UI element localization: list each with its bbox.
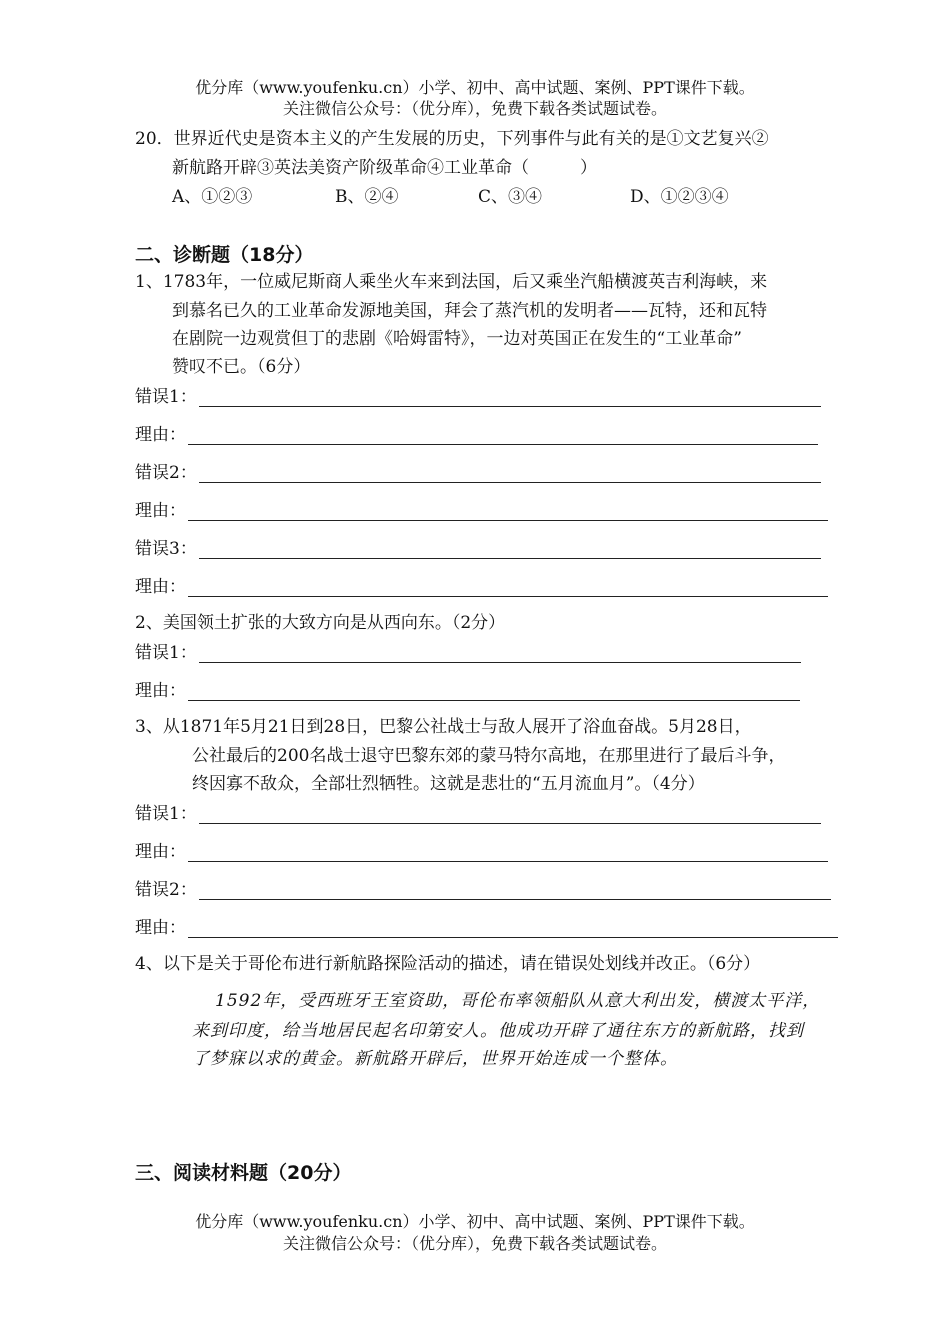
answer-line[interactable]: [188, 847, 828, 862]
field-label: 理由：: [135, 577, 186, 597]
s2-q4-passage-line-3: 了梦寐以求的黄金。新航路开辟后，世界开始连成一个整体。: [192, 1049, 678, 1069]
header-line-2: 关注微信公众号：（优分库），免费下载各类试题试卷。: [282, 99, 667, 118]
answer-line[interactable]: [199, 648, 801, 663]
s2-q3-reason-2-field[interactable]: [135, 916, 838, 938]
s2-q1-error-2-field[interactable]: [135, 461, 821, 483]
s2-q4-passage-line-1: 1592年，受西班牙王室资助，哥伦布率领船队从意大利出发，横渡太平洋，: [215, 991, 821, 1011]
field-label: 错误2：: [135, 880, 197, 900]
s2-q1-error-1-field[interactable]: [135, 385, 821, 407]
s2-q1-error-3-field[interactable]: [135, 537, 821, 559]
answer-line[interactable]: [199, 809, 821, 824]
answer-line[interactable]: [188, 686, 800, 701]
field-label: 错误2：: [135, 463, 197, 483]
q20-line-2: 新航路开辟③英法美资产阶级革命④工业革命（ ）: [172, 158, 597, 178]
s2-q3-line-1: 3、从1871年5月21日到28日，巴黎公社战士与敌人展开了浴血奋战。5月28日，: [135, 717, 752, 737]
answer-line[interactable]: [199, 885, 831, 900]
field-label: 错误1：: [135, 387, 197, 407]
s2-q2-reason-field[interactable]: [135, 679, 800, 701]
s2-q1-line-3: 在剧院一边观赏但丁的悲剧《哈姆雷特》，一边对英国正在发生的“工业革命”: [172, 329, 742, 349]
s2-q3-error-2-field[interactable]: [135, 878, 831, 900]
q20-option-c: C、③④: [478, 187, 543, 207]
answer-line[interactable]: [188, 506, 828, 521]
s2-q4-passage-line-2: 来到印度，给当地居民起名印第安人。他成功开辟了通往东方的新航路，找到: [192, 1021, 804, 1041]
s2-q1-reason-1-field[interactable]: [135, 423, 818, 445]
s2-q2-error-1-field[interactable]: [135, 641, 801, 663]
s2-q3-line-3: 终因寡不敌众，全部壮烈牺牲。这就是悲壮的“五月流血月”。（4分）: [192, 774, 705, 794]
q20-option-d: D、①②③④: [630, 187, 729, 207]
answer-line[interactable]: [188, 923, 838, 938]
s2-q4-text: 4、以下是关于哥伦布进行新航路探险活动的描述，请在错误处划线并改正。（6分）: [135, 954, 761, 974]
field-label: 错误1：: [135, 804, 197, 824]
answer-line[interactable]: [199, 544, 821, 559]
s2-q1-reason-3-field[interactable]: [135, 575, 828, 597]
footer-line-1: 优分库（www.youfenku.cn）小学、初中、高中试题、案例、PPT课件下载。: [195, 1212, 755, 1231]
s2-q2-text: 2、美国领土扩张的大致方向是从西向东。（2分）: [135, 613, 506, 633]
answer-line[interactable]: [199, 468, 821, 483]
field-label: 错误3：: [135, 539, 197, 559]
section-3-title: 三、阅读材料题（20分）: [135, 1162, 352, 1184]
field-label: 理由：: [135, 501, 186, 521]
s2-q1-line-2: 到慕名已久的工业革命发源地美国，拜会了蒸汽机的发明者——瓦特，还和瓦特: [172, 301, 767, 321]
s2-q1-line-1: 1、1783年，一位威尼斯商人乘坐火车来到法国，后又乘坐汽船横渡英吉利海峡，来: [135, 272, 768, 292]
s2-q1-line-4: 赞叹不已。（6分）: [172, 357, 311, 377]
section-2-title: 二、诊断题（18分）: [135, 244, 314, 266]
q20-option-b: B、②④: [335, 187, 399, 207]
q20-line-1: 20．世界近代史是资本主义的产生发展的历史，下列事件与此有关的是①文艺复兴②: [135, 129, 769, 149]
q20-option-a: A、①②③: [172, 187, 253, 207]
footer-line-2: 关注微信公众号：（优分库），免费下载各类试题试卷。: [282, 1234, 667, 1253]
field-label: 错误1：: [135, 643, 197, 663]
s2-q3-line-2: 公社最后的200名战士退守巴黎东郊的蒙马特尔高地，在那里进行了最后斗争，: [192, 746, 786, 766]
s2-q3-error-1-field[interactable]: [135, 802, 821, 824]
s2-q1-reason-2-field[interactable]: [135, 499, 828, 521]
field-label: 理由：: [135, 842, 186, 862]
answer-line[interactable]: [199, 392, 821, 407]
field-label: 理由：: [135, 681, 186, 701]
answer-line[interactable]: [188, 582, 828, 597]
s2-q3-reason-1-field[interactable]: [135, 840, 828, 862]
answer-line[interactable]: [188, 430, 818, 445]
header-line-1: 优分库（www.youfenku.cn）小学、初中、高中试题、案例、PPT课件下载。: [195, 78, 755, 97]
field-label: 理由：: [135, 425, 186, 445]
field-label: 理由：: [135, 918, 186, 938]
